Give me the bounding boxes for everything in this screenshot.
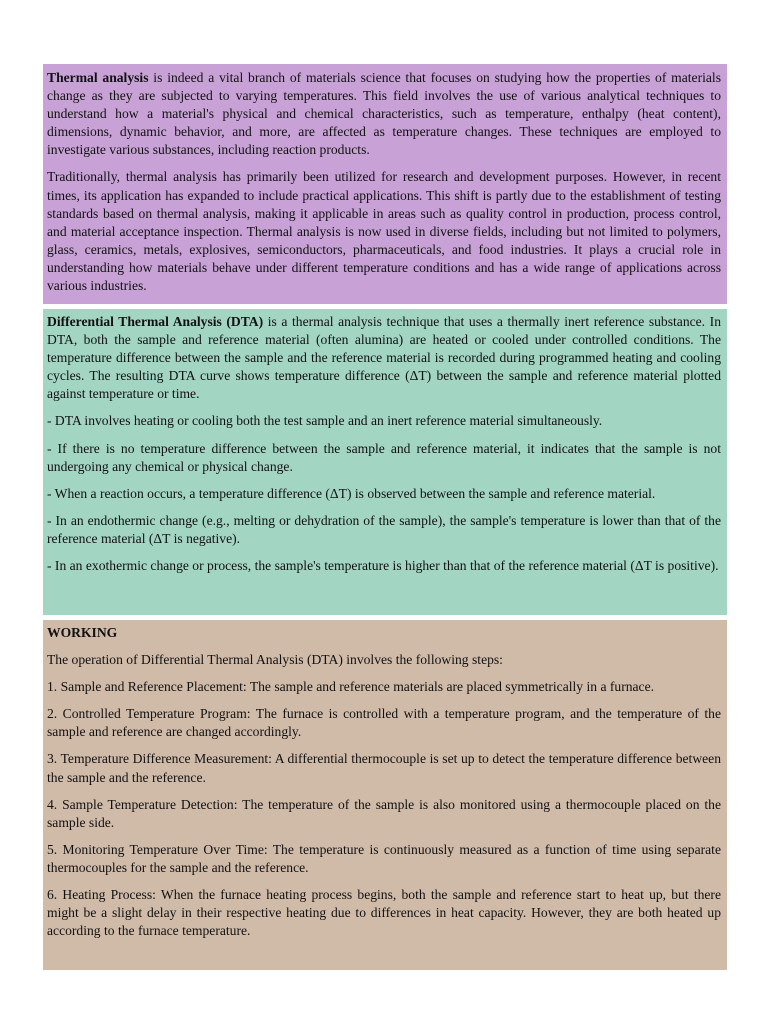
thermal-analysis-paragraph-2: Traditionally, thermal analysis has primarily been utilized for research and development purposes. However, in recent times, its application has expanded to include practical applications. This shift is partly due to the establishment of testing standards based on thermal analysis, making it applicable in areas such as quality control in production, process control, and material acceptance inspection. Thermal analysis is now used in diverse fields, including but not limited to polymers, glass, ceramics, metals, explosives, semiconductors, pharmaceuticals, and food industries. It plays a crucial role in understanding how materials behave under different temperature conditions and has a wide range of applications across various industries. bbox=[47, 169, 721, 294]
working-step: 5. Monitoring Temperature Over Time: The temperature is continuously measured as a function of time using separate thermocouples for the sample and the reference. bbox=[47, 841, 721, 875]
working-step: 6. Heating Process: When the furnace heating process begins, both the sample and reference start to heat up, but there might be a slight delay in their respective heating due to differences in heat capacity. However, they are both heated up according to the furnace temperature. bbox=[47, 887, 721, 939]
dta-bullet: - In an exothermic change or process, the sample's temperature is higher than that of the reference material (ΔT is positive). bbox=[47, 558, 719, 574]
dta-section bbox=[43, 309, 727, 615]
thermal-analysis-text-1: is indeed a vital branch of materials science that focuses on studying how the properties of materials change as they are subjected to varying temperatures. This field involves the use of various analytical techniques to understand how a material's physical and chemical characteristics, such as temperature, enthalpy (heat content), dimensions, dynamic behavior, and more, are affected as temperature changes. These techniques are employed to investigate various substances, including reaction products. bbox=[47, 70, 721, 158]
working-intro: The operation of Differential Thermal Analysis (DTA) involves the following steps: bbox=[47, 652, 503, 668]
thermal-analysis-section bbox=[43, 64, 727, 304]
dta-bullet: - When a reaction occurs, a temperature difference (ΔT) is observed between the sample and reference material. bbox=[47, 485, 656, 501]
working-step: 1. Sample and Reference Placement: The sample and reference materials are placed symmetrically in a furnace. bbox=[47, 679, 655, 695]
thermal-analysis-term: Thermal analysis bbox=[47, 70, 149, 85]
working-section bbox=[43, 620, 727, 970]
dta-bullet: - DTA involves heating or cooling both the test sample and an inert reference material simultaneously. bbox=[47, 413, 603, 429]
dta-bullet: - In an endothermic change (e.g., melting or dehydration of the sample), the sample's temperature is lower than that of the reference material (ΔT is negative). bbox=[47, 512, 721, 546]
thermal-analysis-paragraph-1 bbox=[47, 69, 721, 159]
working-heading-text: WORKING bbox=[47, 625, 118, 640]
working-step: 2. Controlled Temperature Program: The furnace is controlled with a temperature program, and the temperature of the sample and reference are changed accordingly. bbox=[47, 706, 721, 740]
working-step: 4. Sample Temperature Detection: The temperature of the sample is also monitored using a thermocouple placed on the sample side. bbox=[47, 796, 721, 830]
dta-term: Differential Thermal Analysis (DTA) bbox=[47, 314, 264, 329]
dta-bullet: - If there is no temperature difference between the sample and reference material, it indicates that the sample is not undergoing any chemical or physical change. bbox=[47, 440, 721, 474]
working-heading bbox=[47, 624, 721, 642]
working-step: 3. Temperature Difference Measurement: A differential thermocouple is set up to detect the temperature difference between the sample and the reference. bbox=[47, 751, 721, 785]
dta-text-1: is a thermal analysis technique that uses a thermally inert reference substance. In DTA, both the sample and reference material (often alumina) are heated or cooled under controlled conditions. The temperature difference between the sample and the reference material is recorded during programmed heating and cooling cycles. The resulting DTA curve shows temperature difference (ΔT) between the sample and reference material plotted against temperature or time. bbox=[47, 314, 721, 402]
dta-paragraph-1 bbox=[47, 313, 721, 403]
